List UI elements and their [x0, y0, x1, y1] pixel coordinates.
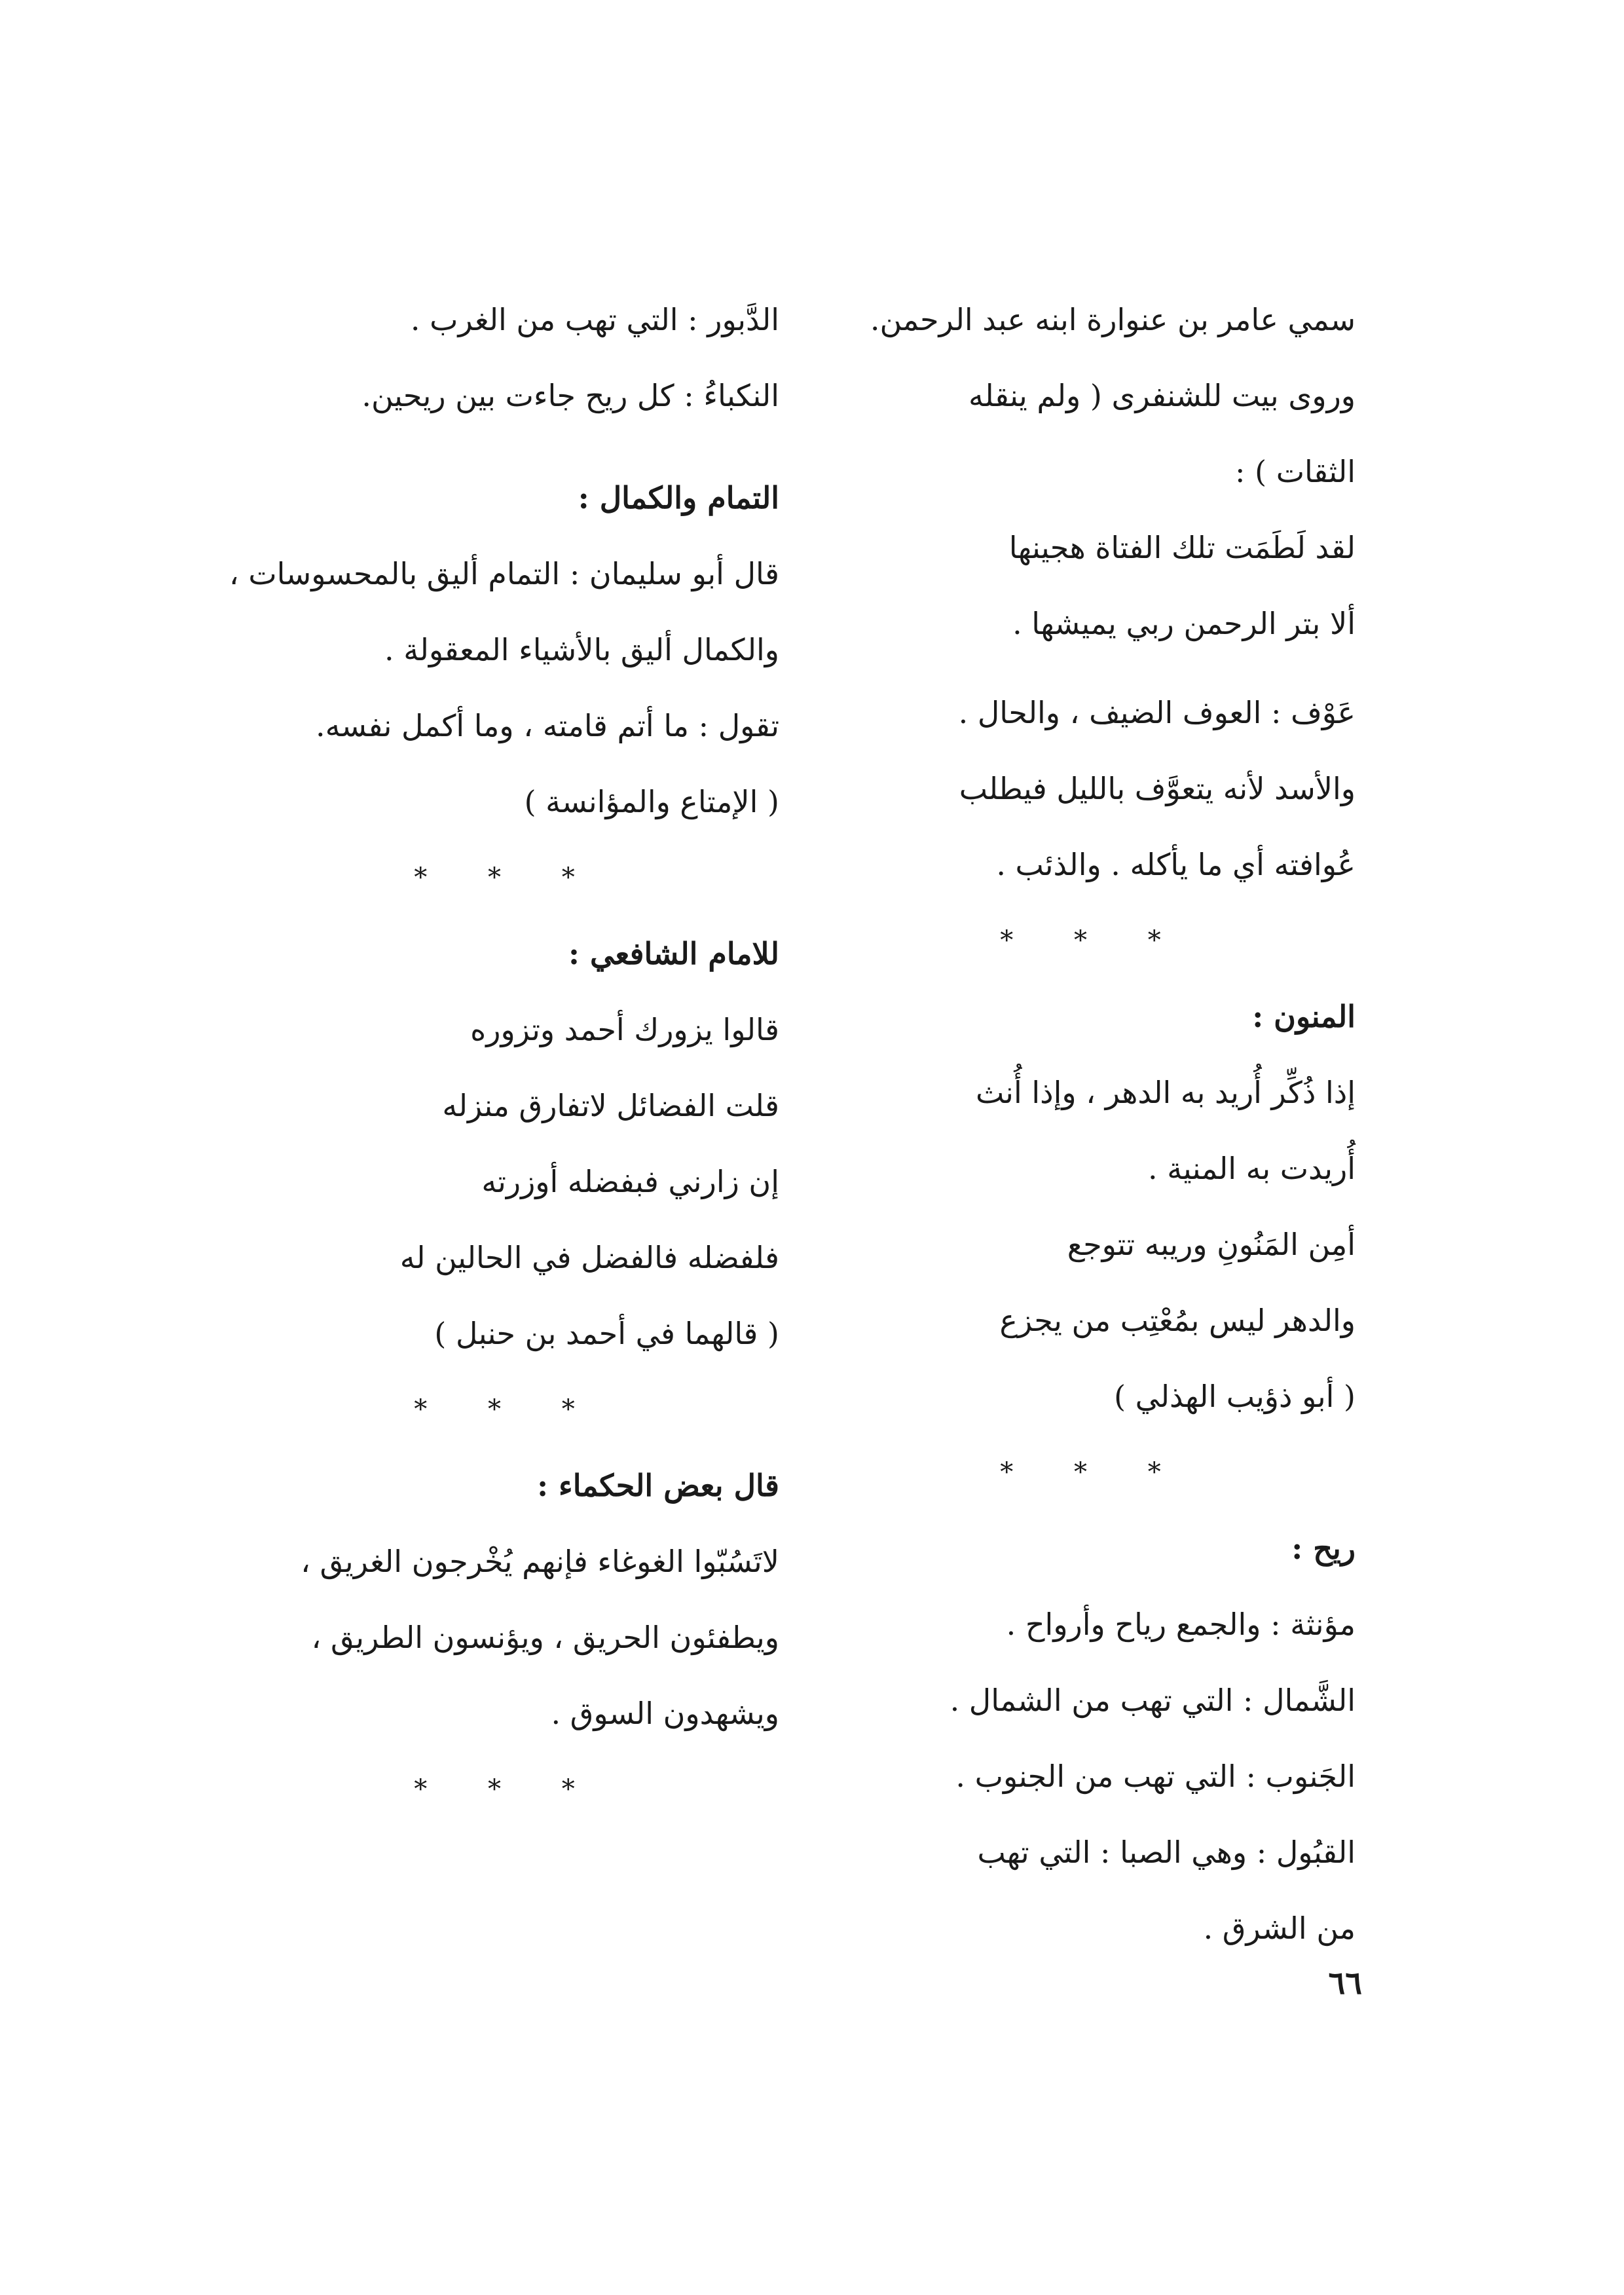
- text-line: قال أبو سليمان : التمام أليق بالمحسوسات ،: [229, 556, 779, 591]
- text-line: النكباءُ : كل ريح جاءت بين ريحين.: [361, 378, 779, 413]
- verse-line: أمِن المَنُونِ وريبه تتوجع: [1067, 1227, 1356, 1262]
- text-line: الشَّمال : التي تهب من الشمال .: [950, 1683, 1356, 1718]
- verse-line: فلفضله فالفضل في الحالين له: [399, 1240, 779, 1275]
- text-line: القبُول : وهي الصبا : التي تهب: [977, 1835, 1356, 1870]
- text-line: والأسد لأنه يتعوَّف بالليل فيطلب: [959, 771, 1356, 806]
- attribution: ( قالهما في أحمد بن حنبل ): [434, 1316, 779, 1351]
- text-line: وروى بيت للشنفرى ( ولم ينقله: [968, 378, 1356, 413]
- section-divider: * * *: [1000, 1457, 1187, 1487]
- text-line: لاتَسُبّوا الغوغاء فإنهم يُخْرجون الغريق ،: [301, 1544, 779, 1579]
- section-heading-tamam: التمام والكمال :: [578, 480, 779, 515]
- section-heading-shafii: للامام الشافعي :: [568, 936, 779, 971]
- section-heading-manun: المنون :: [1252, 999, 1356, 1034]
- section-divider: * * *: [414, 1394, 601, 1425]
- attribution: ( الإمتاع والمؤانسة ): [524, 784, 779, 819]
- verse-line: لقد لَطَمَت تلك الفتاة هجينها: [1008, 530, 1356, 565]
- text-line: عَوْف : العوف الضيف ، والحال .: [958, 695, 1356, 730]
- text-line: الدَّبور : التي تهب من الغرب .: [410, 302, 779, 337]
- verse-line: والدهر ليس بمُعْتِب من يجزع: [999, 1303, 1356, 1338]
- text-line: تقول : ما أتم قامته ، وما أكمل نفسه.: [316, 708, 779, 743]
- text-line: الثقات ) :: [1235, 454, 1356, 489]
- text-line: أُريدت به المنية .: [1147, 1151, 1356, 1186]
- text-line: والكمال أليق بالأشياء المعقولة .: [384, 632, 779, 667]
- text-line: إذا ذُكِّر أُريد به الدهر ، وإذا أُنث: [975, 1075, 1356, 1110]
- verse-line: ألا بتر الرحمن ربي يميشها .: [1012, 606, 1356, 641]
- section-heading-hukama: قال بعض الحكماء :: [537, 1468, 779, 1503]
- section-heading-rih: ريح :: [1291, 1531, 1356, 1566]
- left-column: [229, 282, 779, 1827]
- attribution: ( أبو ذؤيب الهذلي ): [1114, 1379, 1356, 1414]
- text-line: من الشرق .: [1203, 1911, 1356, 1946]
- section-divider: * * *: [414, 863, 601, 893]
- text-line: ويشهدون السوق .: [551, 1696, 779, 1731]
- section-divider: * * *: [1000, 925, 1187, 956]
- verse-line: قالوا يزورك أحمد وتزوره: [470, 1012, 779, 1047]
- section-divider: * * *: [414, 1774, 601, 1804]
- text-line: مؤنثة : والجمع رياح وأرواح .: [1006, 1607, 1356, 1642]
- text-line: ويطفئون الحريق ، ويؤنسون الطريق ،: [311, 1620, 779, 1655]
- verse-line: إن زارني فبفضله أوزرته: [481, 1164, 779, 1199]
- text-line: عُوافته أي ما يأكله . والذئب .: [996, 847, 1356, 882]
- right-column: [832, 282, 1356, 1966]
- verse-line: قلت الفضائل لاتفارق منزله: [442, 1088, 779, 1123]
- text-line: سمي عامر بن عنوارة ابنه عبد الرحمن.: [870, 302, 1356, 337]
- page-number: ٦٦: [1328, 1965, 1362, 2002]
- text-line: الجَنوب : التي تهب من الجنوب .: [955, 1759, 1356, 1794]
